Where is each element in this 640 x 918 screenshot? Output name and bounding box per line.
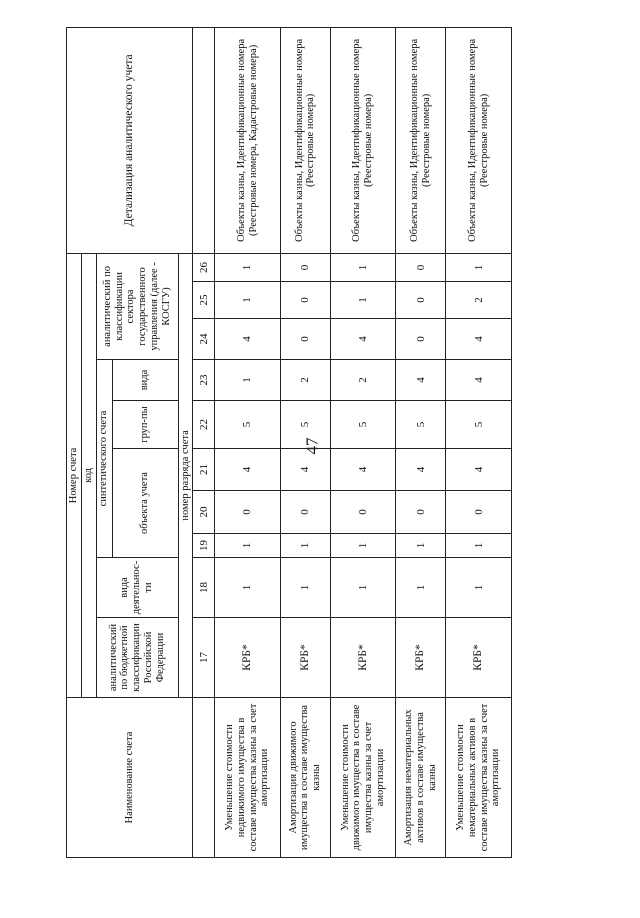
row-code-cell: 1: [215, 360, 281, 401]
row-code-cell: 0: [396, 319, 446, 360]
row-code-cell: 1: [330, 534, 396, 558]
header-account-name: Наименование счета: [67, 698, 193, 858]
row-code-cell: 4: [446, 360, 512, 401]
digit-cell: 19: [193, 534, 215, 558]
row-code-cell: 0: [280, 319, 330, 360]
row-code-cell: 5: [215, 401, 281, 449]
row-code-cell: 0: [330, 491, 396, 534]
row-detail: Объекты казны, Идентификационные номера (Реестровые номера): [446, 27, 512, 253]
row-detail: Объекты казны, Идентификационные номера (Реестровые номера, Кадастровые номера): [215, 27, 281, 253]
row-code-cell: 2: [330, 360, 396, 401]
row-code-cell: 0: [280, 282, 330, 319]
row-code-cell: 4: [446, 319, 512, 360]
digit-cell: 20: [193, 491, 215, 534]
header-digit-row: номер разряда счета: [178, 253, 193, 697]
page-number: 47: [302, 437, 322, 455]
row-code-cell: 1: [215, 253, 281, 281]
row-detail: Объекты казны, Идентификационные номера (Реестровые номера): [280, 27, 330, 253]
digit-cell: 25: [193, 282, 215, 319]
row-code-cell: 1: [215, 282, 281, 319]
row-code-cell: 4: [330, 319, 396, 360]
row-code-cell: КРБ*: [280, 618, 330, 698]
row-code-cell: 1: [280, 534, 330, 558]
row-account-name: Уменьшение стоимости нематериальных активов в составе имущества казны за счет амортизации: [446, 698, 512, 858]
table-row: [396, 27, 446, 857]
row-code-cell: 4: [396, 449, 446, 491]
table-row: [330, 27, 396, 857]
row-account-name: Уменьшение стоимости движимого имущества в составе имущества казны за счет амортизации: [330, 698, 396, 858]
rotated-table-wrapper: [66, 28, 512, 858]
row-code-cell: 1: [446, 534, 512, 558]
row-code-cell: 1: [215, 534, 281, 558]
digit-cell: 23: [193, 360, 215, 401]
header-synthetic-account: синтетического счета: [96, 360, 112, 558]
table-row: [280, 27, 330, 857]
row-code-cell: 4: [215, 449, 281, 491]
row-code-cell: 5: [280, 401, 330, 449]
row-code-cell: 5: [396, 401, 446, 449]
digit-cell: 24: [193, 319, 215, 360]
header-code: код: [81, 253, 96, 697]
row-code-cell: 1: [330, 558, 396, 618]
row-detail: Объекты казны, Идентификационные номера (Реестровые номера): [396, 27, 446, 253]
header-budget-classification: аналитический по бюджетной классификации Российской Федерации: [96, 618, 178, 698]
digit-cell: 18: [193, 558, 215, 618]
row-code-cell: 4: [446, 449, 512, 491]
row-code-cell: 1: [446, 558, 512, 618]
row-code-cell: 0: [396, 282, 446, 319]
row-code-cell: 1: [446, 253, 512, 281]
row-code-cell: 0: [215, 491, 281, 534]
row-code-cell: КРБ*: [396, 618, 446, 698]
row-code-cell: КРБ*: [215, 618, 281, 698]
digit-cell: 21: [193, 449, 215, 491]
header-group: груп-пы: [112, 401, 178, 449]
row-code-cell: 2: [280, 360, 330, 401]
row-code-cell: 5: [330, 401, 396, 449]
digit-cell: 22: [193, 401, 215, 449]
row-code-cell: КРБ*: [330, 618, 396, 698]
accounts-table: [66, 27, 512, 858]
row-code-cell: 1: [280, 558, 330, 618]
row-account-name: Амортизация нематериальных активов в составе имущества казны: [396, 698, 446, 858]
row-detail: Объекты казны, Идентификационные номера (Реестровые номера): [330, 27, 396, 253]
header-kosgu: аналитический по классификации сектора государственного управления (далее - КОСГУ): [96, 253, 178, 359]
digit-cell: 17: [193, 618, 215, 698]
digit-cell-empty: [193, 698, 215, 858]
row-code-cell: 2: [446, 282, 512, 319]
header-activity-type: вида деятельнос-ти: [96, 558, 178, 618]
digit-cell: 26: [193, 253, 215, 281]
row-code-cell: 1: [330, 282, 396, 319]
row-account-name: Амортизация движимого имущества в составе имущества казны: [280, 698, 330, 858]
header-accounting-object: объекта учета: [112, 449, 178, 558]
row-code-cell: 4: [280, 449, 330, 491]
table-row: [446, 27, 512, 857]
row-code-cell: 4: [396, 360, 446, 401]
row-code-cell: 0: [396, 253, 446, 281]
row-code-cell: 1: [396, 534, 446, 558]
row-code-cell: 0: [280, 253, 330, 281]
table-body: [215, 27, 512, 857]
digit-cell-empty: [193, 27, 215, 253]
header-detail: Детализация аналитического учета: [67, 27, 193, 253]
row-code-cell: 0: [396, 491, 446, 534]
row-code-cell: 0: [446, 491, 512, 534]
header-account-number: Номер счета: [67, 253, 82, 697]
row-code-cell: 1: [330, 253, 396, 281]
row-code-cell: 1: [215, 558, 281, 618]
header-kind: вида: [112, 360, 178, 401]
row-code-cell: 4: [215, 319, 281, 360]
row-code-cell: 1: [396, 558, 446, 618]
row-code-cell: 0: [280, 491, 330, 534]
row-code-cell: 4: [330, 449, 396, 491]
row-code-cell: 5: [446, 401, 512, 449]
row-account-name: Уменьшение стоимости недвижимого имущества в составе имущества казны за счет амортизации: [215, 698, 281, 858]
table-row: [215, 27, 281, 857]
row-code-cell: КРБ*: [446, 618, 512, 698]
